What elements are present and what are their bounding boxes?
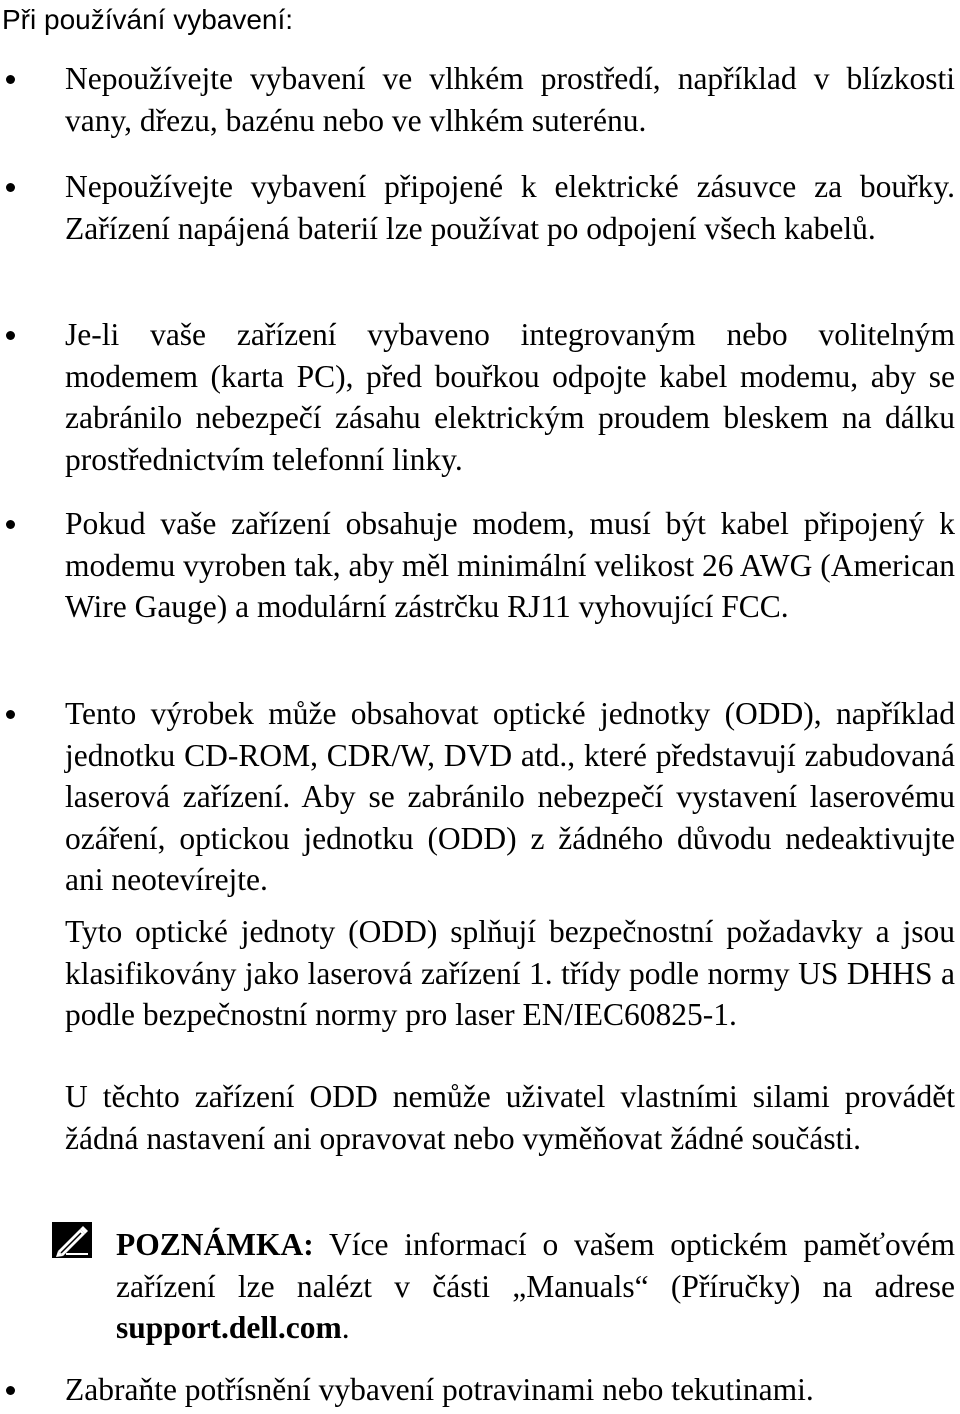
bullet-item-modem-cable: Pokud vaše zařízení obsahuje modem, musí být kabel připojený k modemu vyroben tak, aby měl minimální velikost 26 AWG (American Wire Gauge) a modulární zástrčku RJ11 vyhovující FCC. <box>65 506 955 624</box>
bullet-item-optical-drive: Tento výrobek může obsahovat optické jednotky (ODD), například jednotku CD-ROM, CDR/W, DVD atd., které představují zabudovaná laserová zařízení. Aby se zabránilo nebezpečí vystavení laserovému ozáření, optickou jednotku (ODD) z žádného důvodu nedeaktivujte ani neotevírejte. <box>65 696 955 897</box>
bullet-icon <box>6 520 15 529</box>
bullet-item-storm: Nepoužívejte vybavení připojené k elektrické zásuvce za bouřky. Zařízení napájená baterií lze používat po odpojení všech kabelů. <box>65 169 955 246</box>
bullet-icon <box>6 1386 15 1395</box>
bullet-item-modem-lightning: Je-li vaše zařízení vybaveno integrovaným nebo volitelným modemem (karta PC), před bouřkou odpojte kabel modemu, aby se zabránilo nebezpečí zásahu elektrickým proudem bleskem na dálku prostřednictvím telefonní linky. <box>65 317 955 477</box>
paragraph-safety-class: Tyto optické jednoty (ODD) splňují bezpečnostní požadavky a jsou klasifikovány jako laserová zařízení 1. třídy podle normy US DHHS a podle bezpečnostní normy pro laser EN/IEC60825-1. <box>65 914 955 1032</box>
note-block <box>116 1224 955 1349</box>
section-heading: Při používání vybavení: <box>2 4 294 35</box>
bullet-icon <box>6 710 15 719</box>
bullet-icon <box>6 75 15 84</box>
paragraph-no-service: U těchto zařízení ODD nemůže uživatel vlastními silami provádět žádná nastavení ani opravovat nebo vyměňovat žádné součásti. <box>65 1079 955 1156</box>
bullet-icon <box>6 183 15 192</box>
support-link[interactable]: support.dell.com <box>116 1310 342 1345</box>
pencil-note-icon <box>52 1222 92 1258</box>
note-text: Více informací o vašem optickém paměťovém zařízení lze nalézt v části „Manuals“ (Příručky) na adrese <box>116 1227 955 1304</box>
bullet-item-spills: Zabraňte potřísnění vybavení potravinami nebo tekutinami. <box>65 1372 814 1407</box>
note-text-end: . <box>341 1310 350 1345</box>
bullet-icon <box>6 331 15 340</box>
bullet-item-humidity: Nepoužívejte vybavení ve vlhkém prostředí, například v blízkosti vany, dřezu, bazénu nebo ve vlhkém suterénu. <box>65 61 955 138</box>
note-label: POZNÁMKA: <box>116 1227 314 1262</box>
